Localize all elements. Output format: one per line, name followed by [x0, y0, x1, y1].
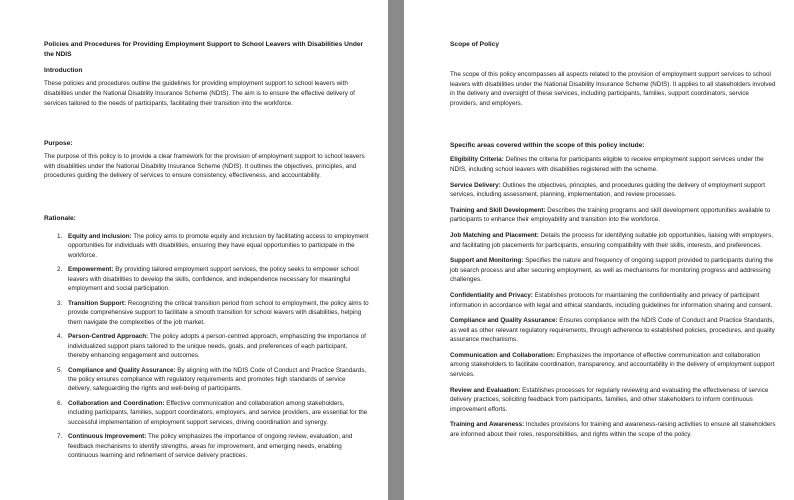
scope-area-item [450, 206, 776, 225]
scope-area-label: Confidentiality and Privacy: [450, 291, 533, 299]
list-item-label: Continuous Improvement: [68, 433, 147, 441]
scope-area-text: Defines the criteria for participants eligible to receive employment support services under the NDIS, including school leavers with disabilities registered with the scheme. [450, 156, 764, 173]
list-item-text: The policy adopts a person-centred approach, emphasizing the importance of individualized support plans tailored to the unique needs, goals, and preferences of each participant, thereby enhancing engagement and outcomes. [68, 333, 366, 359]
list-item-label: Collaboration and Coordination: [68, 400, 165, 407]
list-item-label: Person-Centred Approach: [68, 333, 149, 341]
introduction-text: These policies and procedures outline the guidelines for providing employment support to school leavers with disabilities under the National Disability Insurance Scheme (NDIS). The aim is to ensure the effective delivery of services tailored to the needs of participants, facilitating their transition into the workforce. [44, 80, 355, 107]
scope-area-item [450, 181, 776, 200]
spacer [44, 181, 370, 214]
scope-area-item [450, 256, 776, 285]
scope-area-label: Communication and Collaboration: [450, 351, 555, 359]
document-page-left [0, 0, 388, 500]
scope-area-label: Training and Awareness: [450, 421, 525, 429]
scope-area-item [450, 155, 776, 174]
scope-area-item [450, 420, 776, 439]
list-item [64, 366, 370, 394]
scope-area-text: Establishes processes for regularly reviewing and evaluating the effectiveness of service delivery practices, soliciting feedback from participants, families, and other stakeholders to inform continuous improvement efforts. [450, 386, 769, 413]
document-title: Policies and Procedures for Providing Employment Support to School Leavers with Disabilities Under the NDIS [44, 41, 364, 59]
list-item-text: By providing tailored employment support services, the policy seeks to empower school leavers with disabilities to develop the skills, confidence, and independence necessary for meaningful employment and social participation. [68, 266, 359, 293]
document-page-right [404, 0, 794, 500]
scope-area-item [450, 316, 776, 345]
list-item-text: The policy aims to promote equity and inclusion by facilitating access to employment opportunities for individuals with disabilities, ensuring they have equal opportunities to participate in the workforce. [68, 232, 369, 259]
spacer [44, 108, 370, 139]
list-item-text: Effective communication and collaboration among stakeholders, including participants, families, support coordinators, employers, and service providers, are essential for the successful implementation of employment support services, driving coordination and synergy. [68, 400, 368, 426]
list-item-label: Compliance and Quality Assurance: [68, 366, 176, 374]
scope-area-label: Support and Monitoring: [450, 257, 524, 265]
list-item-text: The policy emphasizes the importance of ongoing review, evaluation, and feedback mechanisms to identify strengths, areas for improvement, and emerging needs, enabling continuous learning and refinement of service delivery practices. [68, 433, 353, 460]
list-item [64, 232, 370, 260]
scope-area-text: Establishes protocols for maintaining the confidentiality and privacy of participant information in accordance with legal and ethical standards, including guidelines for information sharing and consent. [450, 291, 773, 309]
scope-area-text: Ensures compliance with the NDIS Code of Conduct and Practice Standards, as well as other relevant regulatory requirements, through adherence to established policies, procedures, and quality assurance mechanisms. [450, 317, 775, 344]
list-item-text: By aligning with the NDIS Code of Conduct and Practice Standards, the policy ensures compliance with regulatory requirements and promotes high standards of service delivery, safeguarding the rights and well-being of participants. [68, 366, 367, 393]
scope-text: The scope of this policy encompasses all aspects related to the provision of employment support services to school leavers with disabilities under the National Disability Insurance Scheme (NDIS). It applies to all stakeholders involved in the delivery and oversight of these services, including participants, families, support coordinators, service providers, and employers. [450, 71, 776, 107]
list-item [64, 332, 370, 360]
scope-area-label: Service Delivery: [450, 181, 501, 189]
list-item-label: Empowerment: [68, 266, 114, 274]
scope-area-item [450, 351, 776, 380]
rationale-heading: Rationale: [44, 214, 76, 222]
scope-area-text: Details the process for identifying suitable job opportunities, liaising with employers, and facilitating job placements for participants, ensuring compatibility with their skills, interests, and preferences. [450, 231, 774, 249]
list-item [64, 265, 370, 293]
scope-area-item [450, 231, 776, 250]
list-item-text: Recognizing the critical transition period from school to employment, the policy aims to provide comprehensive support to facilitate a smooth transition for school leavers with disabilities, helping them navigate the complexities of the job market. [68, 299, 369, 326]
introduction-heading: Introduction [44, 67, 83, 75]
scope-area-item [450, 386, 776, 415]
scope-area-label: Compliance and Quality Assurance: [450, 317, 558, 325]
scope-area-text: Outlines the objectives, principles, and procedures guiding the delivery of employment support services, including assessment, planning, implementation, and review processes. [450, 181, 766, 199]
scope-area-label: Review and Evaluation: [450, 386, 521, 394]
scope-areas-heading: Specific areas covered within the scope of this policy include: [450, 142, 645, 150]
purpose-text: The purpose of this policy is to provide a clear framework for the provision of employment support to school leavers with disabilities under the National Disability Insurance Scheme (NDIS). It outlines the objectives, principles, and procedures guiding the delivery of services to ensure consistency, effectiveness, and accountability. [44, 153, 365, 180]
list-item-label: Equity and Inclusion: [68, 232, 132, 240]
scope-area-text: Specifies the nature and frequency of ongoing support provided to participants during the job search process and after securing employment, as well as mechanisms for monitoring progress and addressing challenges. [450, 257, 774, 284]
scope-area-text: Describes the training programs and skill development opportunities available to participants to enhance their employability and transition into the workforce. [450, 206, 771, 224]
list-item [64, 399, 370, 427]
scope-area-text: Includes provisions for training and awareness-raising activities to ensure all stakeholders are informed about their roles, responsibilities, and rights within the scope of the policy. [450, 421, 776, 439]
list-item [64, 432, 370, 460]
scope-heading: Scope of Policy [450, 41, 500, 48]
scope-area-label: Eligibility Criteria: [450, 156, 504, 164]
scope-area-text: Emphasizes the importance of effective communication and collaboration among stakeholders to facilitate coordination, transparency, and accountability in the delivery of employment support services. [450, 351, 775, 379]
scope-area-item [450, 291, 776, 310]
scope-area-label: Training and Skill Development: [450, 206, 546, 214]
list-item [64, 299, 370, 327]
rationale-list [44, 232, 370, 461]
list-item-label: Transition Support: [68, 299, 127, 307]
scope-area-label: Job Matching and Placement: [450, 231, 539, 239]
purpose-heading: Purpose: [44, 140, 73, 148]
